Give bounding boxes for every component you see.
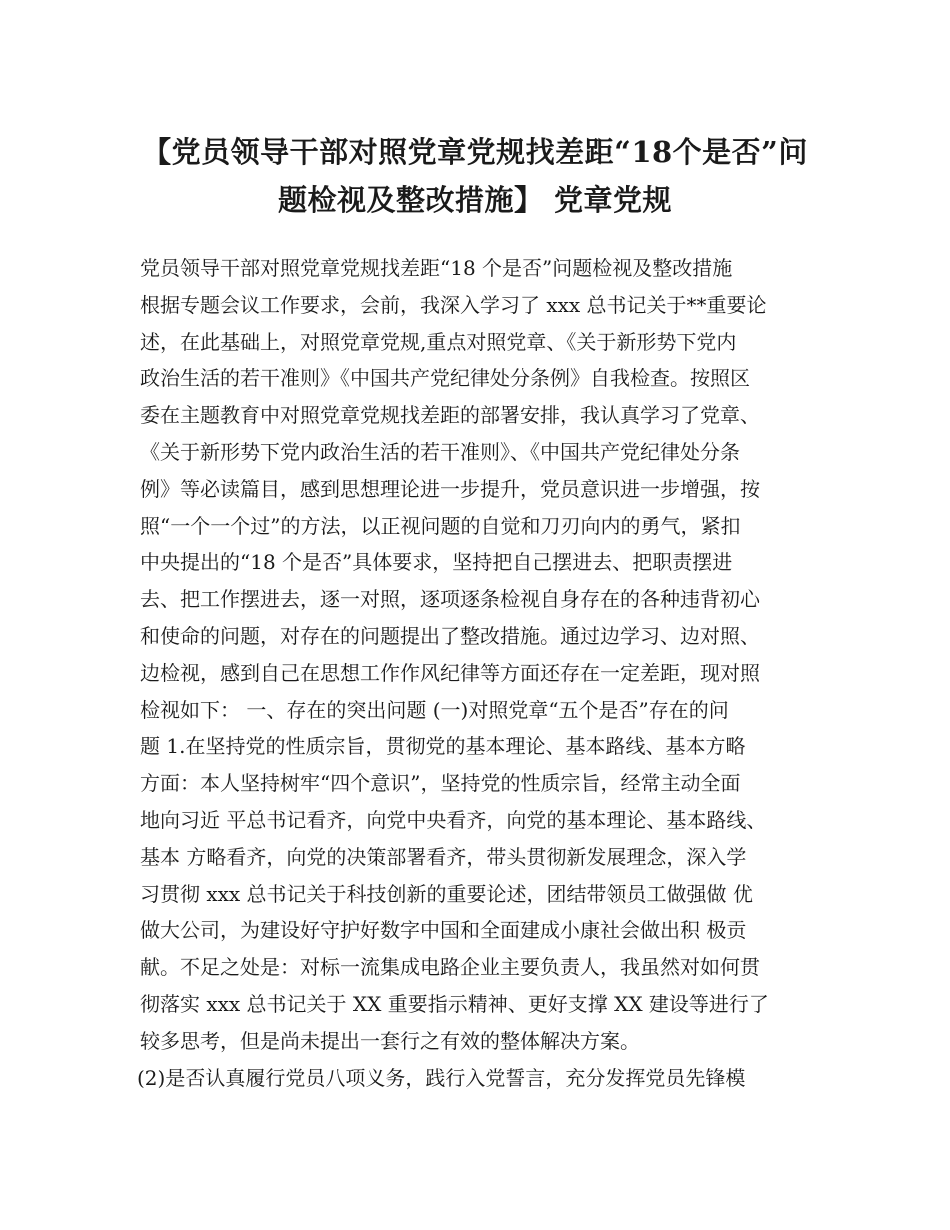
body-line: 根据专题会议工作要求，会前，我深入学习了 xxx 总书记关于**重要论 — [140, 292, 767, 317]
body-line: 献。不足之处是：对标一流集成电路企业主要负责人，我虽然对如何贯 — [140, 955, 760, 980]
body-line: 检视如下： 一、存在的突出问题 (一)对照党章“五个是否”存在的问 — [140, 697, 729, 722]
body-line: 习贯彻 xxx 总书记关于科技创新的重要论述，团结带领员工做强做 优 — [140, 881, 753, 906]
body-line: 边检视，感到自己在思想工作作风纪律等方面还存在一定差距，现对照 — [140, 660, 760, 685]
document-title-line-2: 题检视及整改措施】 党章党规 — [277, 183, 673, 217]
body-line: 较多思考，但是尚未提出一套行之有效的整体解决方案。 — [140, 1028, 640, 1053]
document-title-line-1: 【党员领导干部对照党章党规找差距“18个是否”问 — [142, 135, 808, 169]
body-line: 彻落实 xxx 总书记关于 XX 重要指示精神、更好支撑 XX 建设等进行了 — [140, 991, 769, 1016]
document-body — [137, 250, 830, 1096]
body-line: 去、把工作摆进去，逐一对照，逐项逐条检视自身存在的各种违背初心 — [140, 587, 760, 612]
body-line: 《关于新形势下党内政治生活的若干准则》、《中国共产党纪律处分条 — [140, 439, 740, 464]
body-line: 基本 方略看齐，向党的决策部署看齐，带头贯彻新发展理念，深入学 — [140, 844, 747, 869]
body-line: 述，在此基础上，对照党章党规,重点对照党章、《关于新形势下党内 — [140, 329, 737, 354]
body-line: 中央提出的“18 个是否”具体要求，坚持把自己摆进去、把职责摆进 — [140, 550, 733, 575]
body-line: 党员领导干部对照党章党规找差距“18 个是否”问题检视及整改措施 — [140, 256, 733, 280]
body-line: 例》等必读篇目，感到思想理论进一步提升，党员意识进一步增强，按 — [140, 476, 760, 501]
body-line: 照“一个一个过”的方法，以正视问题的自觉和刀刃向内的勇气，紧扣 — [140, 513, 741, 538]
body-line: 政治生活的若干准则》《中国共产党纪律处分条例》自我检查。按照区 — [140, 366, 750, 391]
body-line: 地向习近 平总书记看齐，向党中央看齐，向党的基本理论、基本路线、 — [140, 807, 767, 832]
body-line: 方面：本人坚持树牢“四个意识”，坚持党的性质宗旨，经常主动全面 — [140, 771, 741, 796]
body-line: (2)是否认真履行党员八项义务，践行入党誓言，充分发挥党员先锋模 — [137, 1065, 746, 1090]
body-line: 和使命的问题，对存在的问题提出了整改措施。通过边学习、边对照、 — [140, 623, 760, 648]
body-line: 委在主题教育中对照党章党规找差距的部署安排，我认真学习了党章、 — [140, 403, 760, 428]
body-line: 做大公司，为建设好守护好数字中国和全面建成小康社会做出积 极贡 — [140, 918, 747, 943]
body-line: 题 1.在坚持党的性质宗旨，贯彻党的基本理论、基本路线、基本方略 — [140, 734, 746, 759]
